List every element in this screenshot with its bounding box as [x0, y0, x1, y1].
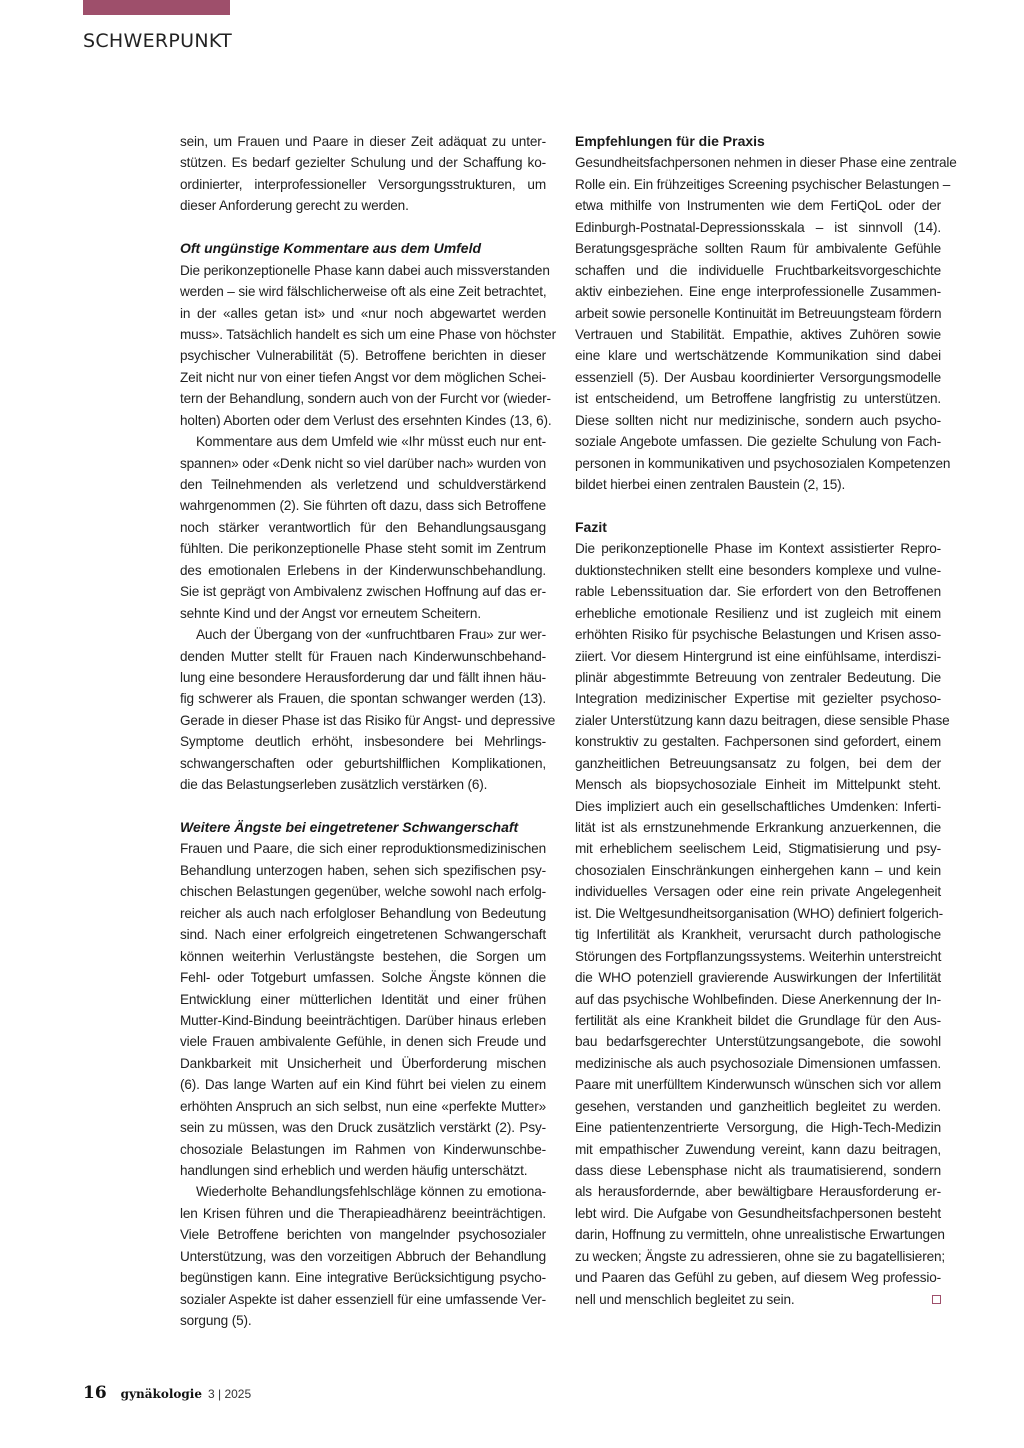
text-line: die das Belastungserleben zusätzlich verstärken (6). [180, 777, 488, 793]
text-line: Dankbarkeit mit Unsicherheit und Überforderung mischen [180, 1055, 546, 1071]
text-line: Entwicklung einer mütterlichen Identität und einer frühen [180, 991, 546, 1007]
left-column [180, 131, 556, 1332]
text-line: Vertrauen und Stabilität. Empathie, aktives Zuhören sowie [575, 326, 941, 342]
text-line: handlungen sind erheblich und werden häufig unterschätzt. [180, 1163, 528, 1178]
text-line: Beratungsgespräche sollten Raum für ambivalente Gefühle [575, 241, 941, 257]
text-line: sind. Nach einer erfolgreich eingetretenen Schwangerschaft [180, 927, 546, 943]
text-line: ist. Die Weltgesundheitsorganisation (WHO) definiert folgerich- [575, 905, 944, 921]
text-line: chosoziale Belastungen im Rahmen von Kinderwunschbe- [180, 1141, 546, 1157]
text-line: schwangerschaften oder geburtshilflichen Komplikationen, [180, 755, 546, 771]
text-line: bildet hierbei einen zentralen Baustein (2, 15). [575, 477, 846, 492]
section-accent-bar [83, 0, 230, 15]
page-footer [83, 1383, 251, 1403]
text-line: lebt wird. Die Aufgabe von Gesundheitsfachpersonen besteht [575, 1205, 941, 1221]
text-line: fertilität als eine Krankheit bildet die Grundlage für den Aus- [575, 1012, 941, 1028]
text-line: len Krisen führen und die Therapieadhärenz beeinträchtigen. [180, 1205, 546, 1221]
text-line: sein, um Frauen und Paare in dieser Zeit adäquat zu unter- [180, 134, 546, 149]
text-line: begünstigen kann. Eine integrative Berücksichtigung psycho- [180, 1270, 546, 1286]
text-line: Integration medizinischer Expertise mit gezielter psychoso- [575, 691, 941, 707]
text-line: Edinburgh-Postnatal-Depressionsskala – ist sinnvoll (14). [575, 219, 941, 235]
text-line: Zeit nicht nur von einer tiefen Angst vor dem möglichen Schei- [180, 369, 546, 385]
text-line: Mutter-Kind-Bindung beeinträchtigen. Darüber hinaus erleben [180, 1012, 546, 1028]
text-line: spannen» oder «Denk nicht so viel darüber nach» wurden von [180, 455, 546, 471]
text-line: die WHO potenziell gravierende Auswirkungen der Infertilität [575, 970, 941, 986]
text-line: ganzheitlichen Betreuungsansatz zu folgen, bei dem der [575, 755, 941, 771]
text-line: dass diese Lebensphase nicht als traumatisierend, sondern [575, 1163, 941, 1178]
section-heading: Empfehlungen für die Praxis [575, 133, 765, 149]
text-line: ist entscheidend, um Betroffene langfristig zu unterstützen. [575, 391, 941, 407]
text-line: Wiederholte Behandlungsfehlschläge können zu emotiona- [196, 1184, 546, 1200]
text-line: noch stärker verantwortlich für den Behandlungsausgang [180, 519, 546, 535]
text-line: werden – sie wird fälschlicherweise oft als eine Zeit betrachtet, [180, 284, 547, 300]
text-line: denden Mutter stellt für Frauen nach Kinderwunschbehand- [180, 648, 546, 664]
text-line: holten) Aborten oder dem Verlust des ersehnten Kindes (13, 6). [180, 412, 552, 428]
text-line: rable Lebenssituation dar. Sie erfordert von den Betroffenen [575, 584, 941, 600]
end-of-article-icon [932, 1295, 941, 1304]
spacer [180, 217, 546, 238]
journal-name: gynäkologie [120, 1387, 202, 1401]
text-line: individuelles Versagen oder eine rein private Angelegenheit [575, 884, 941, 900]
text-line: sehnte Kind und der Angst vor erneutem Scheitern. [180, 605, 481, 621]
paragraph [180, 260, 556, 432]
text-line: lung eine besondere Herausforderung dar und fällt ihnen häu- [180, 669, 546, 685]
text-line: zu wecken; Ängste zu adressieren, ohne sie zu bagatellisieren; [575, 1248, 946, 1264]
paragraph [180, 1181, 546, 1331]
text-line: nell und menschlich begleitet zu sein. [575, 1289, 941, 1310]
text-line: Kommentare aus dem Umfeld wie «Ihr müsst euch nur ent- [196, 434, 546, 450]
paragraph [180, 838, 546, 1181]
text-line: Unterstützung, was den vorzeitigen Abbruch der Behandlung [180, 1248, 546, 1264]
text-line: essenziell (5). Der Ausbau koordinierter Versorgungsmodelle [575, 369, 941, 385]
text-line: eine klare und wertschätzende Kommunikation sind dabei [575, 348, 941, 364]
text-line: soziale Angebote umfassen. Die gezielte Schulung von Fach- [575, 434, 941, 450]
text-line: Frauen und Paare, die sich einer reproduktionsmedizinischen [180, 841, 546, 857]
text-line: Dies impliziert auch ein gesellschaftliches Umdenken: Inferti- [575, 798, 941, 814]
paragraph [180, 431, 546, 624]
text-line: tern der Behandlung, sondern auch von der Furcht vor (wieder- [180, 391, 551, 407]
text-line: sorgung (5). [180, 1313, 252, 1329]
text-line: erhöhten Risiko für psychische Belastungen und Krisen asso- [575, 627, 941, 643]
section-label: SCHWERPUNKT [83, 30, 233, 52]
text-line: bau bedarfsgerechter Unterstützungsangebote, die sowohl [575, 1034, 941, 1050]
text-line: plinär abgestimmte Betreuung von zentraler Bedeutung. Die [575, 669, 941, 685]
text-line: fig schwerer als Frauen, die spontan schwanger werden (13). [180, 691, 546, 707]
section-heading: Oft ungünstige Kommentare aus dem Umfeld [180, 240, 482, 257]
text-line: etwa mithilfe von Instrumenten wie dem FertiQoL oder der [575, 198, 941, 214]
right-column [575, 131, 957, 1310]
text-line: muss». Tatsächlich handelt es sich um eine Phase von höchster [180, 326, 556, 342]
text-line: viele Frauen ambivalente Gefühle, in denen sich Freude und [180, 1034, 546, 1050]
text-line: erhöhten Anspruch an sich selbst, nun eine «perfekte Mutter» [180, 1098, 546, 1114]
paragraph [575, 152, 957, 495]
text-line: Auch der Übergang von der «unfruchtbaren Frau» zur wer- [196, 627, 546, 643]
paragraph [180, 624, 556, 796]
text-line: Rolle ein. Ein frühzeitiges Screening psychischer Belastungen – [575, 176, 951, 192]
text-line: zialer Unterstützung kann dazu beitragen, diese sensible Phase [575, 712, 950, 728]
text-line: (6). Das lange Warten auf ein Kind führt bei vielen zu einem [180, 1077, 546, 1093]
text-line: des emotionalen Erlebens in der Kinderwunschbehandlung. [180, 562, 546, 578]
text-line: Fehl- oder Totgeburt umfassen. Solche Ängste können die [180, 970, 546, 986]
text-line: mit empathischer Zuwendung vereint, kann dazu beitragen, [575, 1141, 941, 1157]
text-line: Eine patientenzentrierte Versorgung, die High-Tech-Medizin [575, 1120, 941, 1136]
text-line: fühlten. Die perikonzeptionelle Phase steht somit im Zentrum [180, 541, 546, 557]
text-line: schaffen und die individuelle Fruchtbarkeitsvorgeschichte [575, 262, 941, 278]
spacer [575, 495, 941, 516]
text-line: tig Infertilität als Krankheit, verursacht durch pathologische [575, 927, 941, 943]
text-line: Die perikonzeptionelle Phase kann dabei auch missverstanden [180, 262, 550, 278]
section-heading: Weitere Ängste bei eingetretener Schwangerschaft [180, 819, 519, 835]
text-line: sein zu müssen, was den Druck zusätzlich verstärkt (2). Psy- [180, 1120, 546, 1136]
text-line: Mensch als biopsychosoziale Einheit im Mittelpunkt steht. [575, 777, 941, 793]
text-line: Diese sollten nicht nur medizinische, sondern auch psycho- [575, 412, 941, 428]
text-line: Viele Betroffene berichten von mangelnder psychosozialer [180, 1227, 546, 1243]
section-heading: Fazit [575, 518, 607, 535]
text-line: medizinische als auch psychosoziale Dimensionen umfassen. [575, 1055, 941, 1071]
text-line: Behandlung unterzogen haben, sehen sich spezifischen psy- [180, 862, 546, 878]
page-number: 16 [83, 1383, 107, 1403]
text-line: duktionstechniken stellt eine besonders komplexe und vulne- [575, 562, 941, 578]
text-line: können weiterhin Verlustängste bestehen, die Sorgen um [180, 948, 546, 964]
text-line: darin, Hoffnung zu vermitteln, ohne unrealistische Erwartungen [575, 1227, 945, 1243]
text-line: und Paaren das Gefühl zu geben, auf diesem Weg professio- [575, 1270, 941, 1286]
text-line: reicher als auch nach erfolgloser Behandlung von Bedeutung [180, 905, 546, 921]
text-line: ziiert. Vor diesem Hintergrund ist eine einfühlsame, interdiszi- [575, 648, 941, 664]
text-line: chischen Belastungen gegenüber, welche sowohl nach erfolg- [180, 884, 546, 900]
text-line: Störungen des Fortpflanzungssystems. Weiterhin unterstreicht [575, 948, 942, 964]
text-line: auf das psychische Wohlbefinden. Diese Anerkennung der In- [575, 991, 941, 1007]
text-line: Sie ist geprägt von Ambivalenz zwischen Hoffnung auf das er- [180, 584, 546, 600]
text-line: in der «alles getan ist» und «nur noch abgewartet werden [180, 305, 546, 321]
text-line: mit erheblichem seelischem Leid, Stigmatisierung und psy- [575, 841, 941, 857]
paragraph [575, 538, 950, 1310]
text-line: chosozialen Einschränkungen einhergehen kann – und kein [575, 862, 941, 878]
text-line: psychischer Vulnerabilität (5). Betroffene berichten in dieser [180, 348, 546, 364]
text-line: Paare mit unerfülltem Kinderwunsch wünschen sich vor allem [575, 1077, 941, 1093]
text-line: stützen. Es bedarf gezielter Schulung und der Schaffung ko- [180, 155, 546, 171]
text-line: arbeit sowie personelle Kontinuität im Betreuungsteam fördern [575, 305, 942, 321]
intro-paragraph [180, 131, 546, 217]
text-line: aktiv einbeziehen. Eine enge interprofessionelle Zusammen- [575, 284, 941, 300]
text-line: Gesundheitsfachpersonen nehmen in dieser Phase eine zentrale [575, 155, 957, 171]
text-line: gesehen, verstanden und ganzheitlich begleitet zu werden. [575, 1098, 941, 1114]
text-line: personen in kommunikativen und psychosozialen Kompetenzen [575, 455, 951, 471]
text-line: als herausfordernde, aber bewältigbare Herausforderung er- [575, 1184, 941, 1200]
text-line: lität ist als ernstzunehmende Erkrankung anzuerkennen, die [575, 820, 941, 835]
text-line: sozialer Aspekte ist daher essenziell für eine umfassende Ver- [180, 1291, 546, 1307]
text-line: erhebliche emotionale Resilienz und ist zugleich mit einem [575, 605, 941, 621]
issue-number: 3 | 2025 [208, 1387, 252, 1401]
text-line: wahrgenommen (2). Sie führten oft dazu, dass sich Betroffene [180, 498, 546, 514]
text-line: Gerade in dieser Phase ist das Risiko für Angst- und depressive [180, 712, 556, 728]
text-line: den Teilnehmenden als verletzend und schuldverstärkend [180, 477, 546, 492]
text-line: ordinierter, interprofessioneller Versorgungsstrukturen, um [180, 176, 546, 192]
spacer [180, 796, 546, 817]
text-line: Die perikonzeptionelle Phase im Kontext assistierter Repro- [575, 541, 941, 557]
text-line: konstruktiv zu gestalten. Fachpersonen sind gefordert, einem [575, 734, 941, 750]
text-line: Symptome deutlich erhöht, insbesondere bei Mehrlings- [180, 734, 546, 750]
text-line: dieser Anforderung gerecht zu werden. [180, 198, 409, 214]
